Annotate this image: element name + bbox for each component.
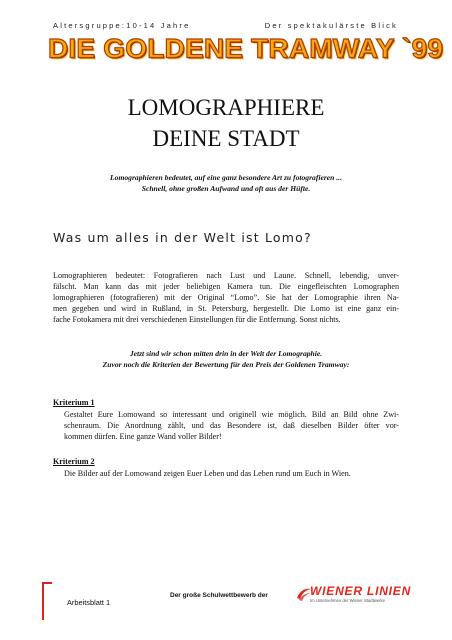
criterion-1-text [64, 409, 399, 442]
paragraph-line: Lomographieren bedeutet: Fotografieren nach Lust und Laune. Schnell, lebendig, unver- [53, 271, 399, 280]
paragraph-line: lomographieren (fotografieren) mit der Original “Lomo”. Sie hat der Lomographie ihren Na- [53, 293, 399, 302]
page-title-line-2: DEINE STADT [152, 126, 300, 151]
criterion-line: Die Bilder auf der Lomowand zeigen Euer Leben und das Leben rund um Euch in Wien. [64, 469, 351, 478]
transition-line-1: Jetzt sind wir schon mitten drin in der Welt der Lomographie. [129, 349, 323, 358]
paragraph-line: men gegeben und wird in Rußland, in St. Petersburg, hergestellt. Die Lomo ist eine ganz ein- [53, 304, 399, 313]
intro-line-2: Schnell, ohne großen Aufwand und oft aus der Hüfte. [141, 184, 311, 193]
section-heading: Was um alles in der Welt ist Lomo? [53, 230, 312, 245]
logo-wordmark: WIENER LINIEN [310, 584, 412, 598]
age-group-label: Altersgruppe:10-14 Jahre [53, 20, 191, 30]
footer-competition-text: Der große Schulwettbewerb der [170, 592, 268, 599]
wiener-linien-logo [296, 584, 412, 608]
page-title-line-1: LOMOGRAPHIERE [127, 95, 325, 120]
worksheet-number: Arbeitsblatt 1 [67, 598, 111, 607]
footer-corner-mark [42, 582, 44, 620]
lomo-explanation-paragraph [53, 270, 399, 325]
logo-subline: Im Unternehmen der Wiener Stadtwerke [310, 598, 385, 603]
criterion-line: kommen dürfen. Eine ganze Wand voller Bilder! [64, 432, 222, 441]
intro-line-1: Lomographieren bedeutet, auf eine ganz besondere Art zu fotografieren ... [110, 173, 342, 182]
criterion-2-text [64, 468, 399, 479]
transition-line-2: Zuvor noch die Kriterien der Bewertung für den Preis der Goldenen Tramway: [102, 360, 350, 369]
criterion-2-label: Kriterium 2 [53, 457, 95, 466]
tagline-label: Der spektakulärste Blick [264, 20, 398, 30]
criterion-line: Gestaltet Eure Lomowand so interessant und originell wie möglich. Bild an Bild ohne Zwi- [64, 410, 399, 419]
paragraph-line: fache Fotokamera mit drei verschiedenen Einstellungen für die Entfernung. Sonst nichts. [53, 315, 341, 324]
criterion-line: schenraum. Die Anordnung zählt, und das Besondere ist, daß dieselben Bilder öfter vor- [64, 421, 399, 430]
golden-tramway-banner: DIE GOLDENE TRAMWAY `99 [48, 33, 444, 64]
paragraph-line: fälscht. Man kann das mit jeder beliebigen Kamera tun. Die eingefleischten Lomographen [53, 282, 399, 291]
header-top-bar [53, 19, 398, 31]
criterion-1-label: Kriterium 1 [53, 398, 95, 407]
